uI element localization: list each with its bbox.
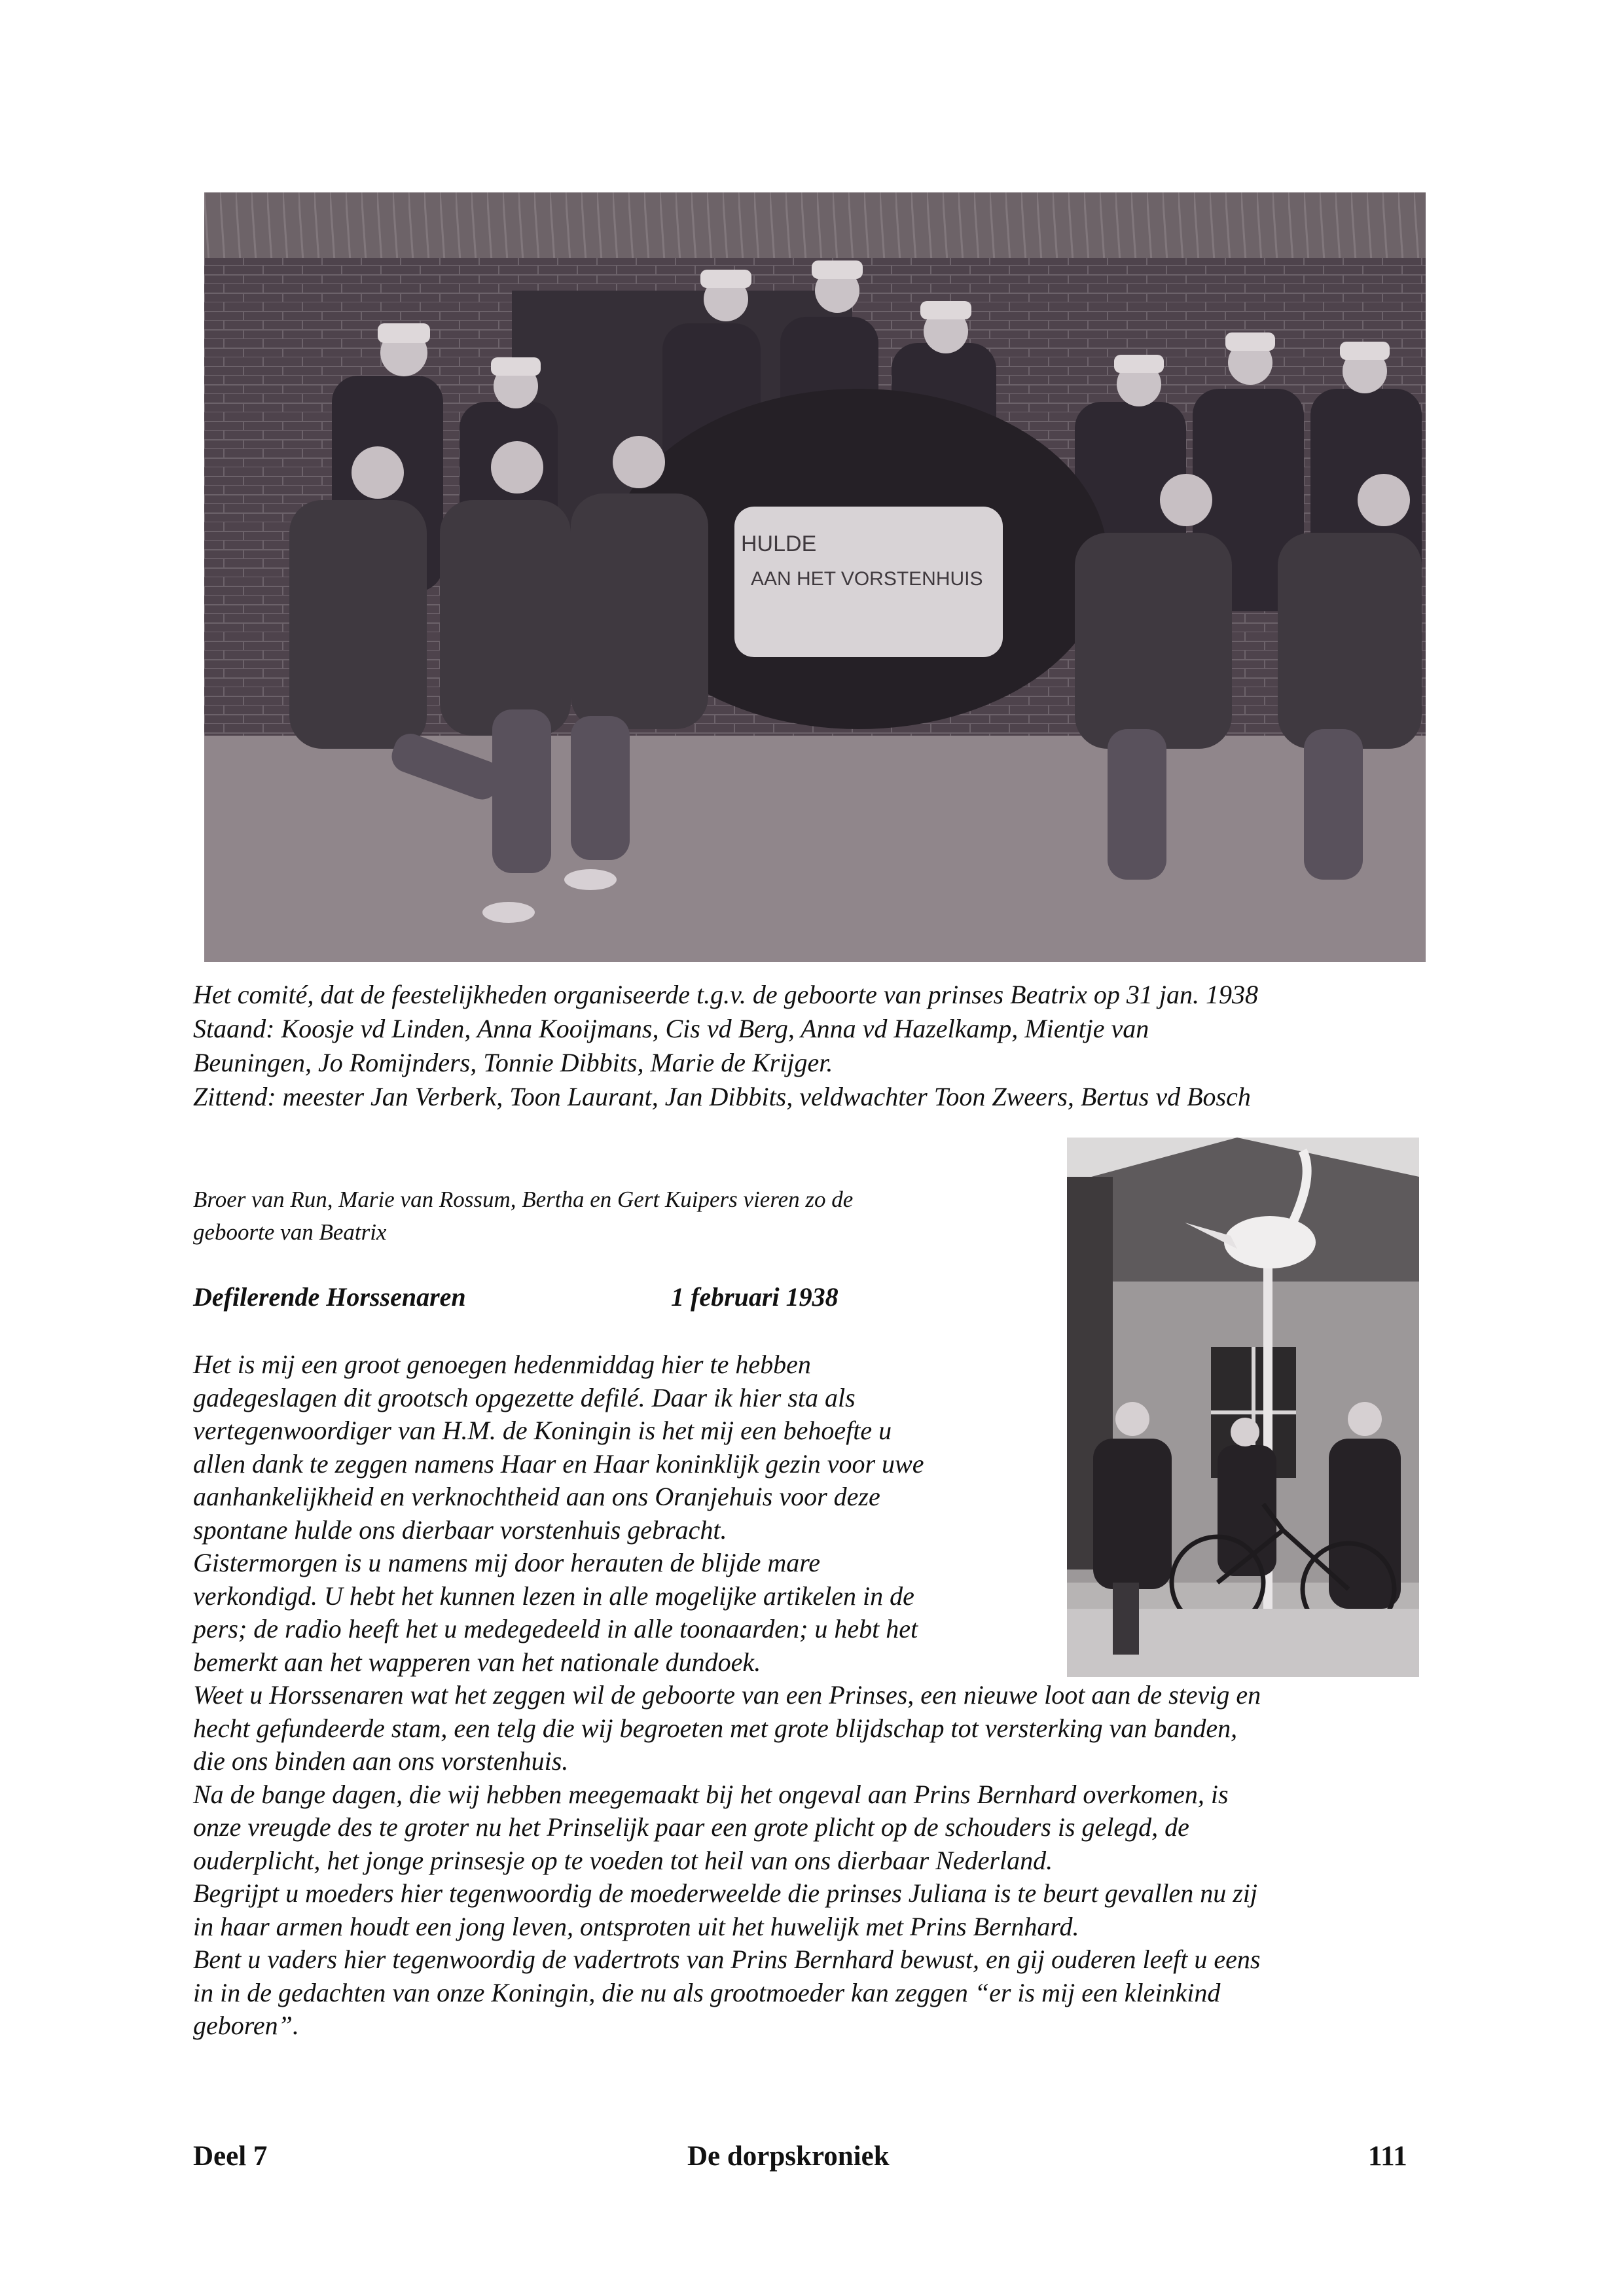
body-line: Na de bange dagen, die wij hebben meegemaakt bij het ongeval aan Prins Bernhard overkomen, is [193, 1779, 1229, 1809]
body-line: vertegenwoordiger van H.M. de Koningin is het mij een behoefte u [193, 1416, 892, 1445]
caption-line: geboorte van Beatrix [193, 1219, 387, 1245]
caption-line: Staand: Koosje vd Linden, Anna Kooijmans, Cis vd Berg, Anna vd Hazelkamp, Mientje van [193, 1014, 1149, 1043]
body-line: aanhankelijkheid en verknochtheid aan ons Oranjehuis voor deze [193, 1482, 880, 1511]
section-heading-title: Defilerende Horssenaren [193, 1282, 466, 1312]
body-line: ouderplicht, het jonge prinsesje op te voeden tot heil van ons dierbaar Nederland. [193, 1845, 1053, 1875]
body-line: onze vreugde des te groter nu het Prinselijk paar een grote plicht op de schouders is gelegd, de [193, 1812, 1189, 1842]
page-number: 111 [1368, 2141, 1407, 2172]
sign-text-line2: AAN HET VORSTENHUIS [751, 568, 983, 590]
body-line: Begrijpt u moeders hier tegenwoordig de moederweelde die prinses Juliana is te beurt gevallen nu zij [193, 1878, 1257, 1908]
committee-group-photo [204, 192, 1426, 962]
body-line: spontane hulde ons dierbaar vorstenhuis gebracht. [193, 1515, 727, 1545]
body-line: gadegeslagen dit grootsch opgezette defilé. Daar ik hier sta als [193, 1382, 856, 1412]
body-line: Weet u Horssenaren wat het zeggen wil de geboorte van een Prinses, een nieuwe loot aan de stevig en [193, 1680, 1261, 1710]
body-line: geboren”. [193, 2011, 299, 2040]
caption-line: Zittend: meester Jan Verberk, Toon Laurant, Jan Dibbits, veldwachter Toon Zweers, Bertus vd Bosch [193, 1082, 1251, 1111]
body-line: bemerkt aan het wapperen van het nationale dundoek. [193, 1647, 761, 1677]
committee-photo-drawing [204, 192, 1426, 962]
speech-body-text [193, 1348, 1437, 2043]
footer-title: De dorpskroniek [687, 2141, 890, 2172]
caption-line: Broer van Run, Marie van Rossum, Bertha en Gert Kuipers vieren zo de [193, 1187, 854, 1212]
body-line: in in de gedachten van onze Koningin, die nu als grootmoeder kan zeggen “er is mij een kleinkind [193, 1977, 1221, 2007]
body-line: pers; de radio heeft het u medegedeeld in alle toonaarden; u hebt het [193, 1614, 918, 1643]
caption-line: Het comité, dat de feestelijkheden organiseerde t.g.v. de geboorte van prinses Beatrix op 31 jan. 1938 [193, 980, 1259, 1009]
body-line: allen dank te zeggen namens Haar en Haar koninklijk gezin voor uwe [193, 1448, 924, 1479]
sign-text-line1: HULDE [741, 531, 817, 556]
bicycle-photo-caption [193, 1183, 1044, 1249]
body-line: verkondigd. U hebt het kunnen lezen in alle mogelijke artikelen in de [193, 1581, 914, 1611]
footer-volume: Deel 7 [193, 2141, 268, 2172]
committee-photo-caption [193, 978, 1437, 1114]
body-line: hecht gefundeerde stam, een telg die wij begroeten met grote blijdschap tot versterking van banden, [193, 1713, 1238, 1743]
body-line: Gistermorgen is u namens mij door herauten de blijde mare [193, 1548, 821, 1577]
caption-line: Beuningen, Jo Romijnders, Tonnie Dibbits, Marie de Krijger. [193, 1048, 833, 1077]
section-heading-date: 1 februari 1938 [671, 1282, 839, 1312]
body-line: die ons binden aan ons vorstenhuis. [193, 1746, 569, 1776]
body-line: Bent u vaders hier tegenwoordig de vadertrots van Prins Bernhard bewust, en gij ouderen leeft u eens [193, 1945, 1261, 1974]
body-line: Het is mij een groot genoegen hedenmiddag hier te hebben [193, 1350, 811, 1379]
body-line: in haar armen houdt een jong leven, ontsproten uit het huwelijk met Prins Bernhard. [193, 1911, 1079, 1941]
